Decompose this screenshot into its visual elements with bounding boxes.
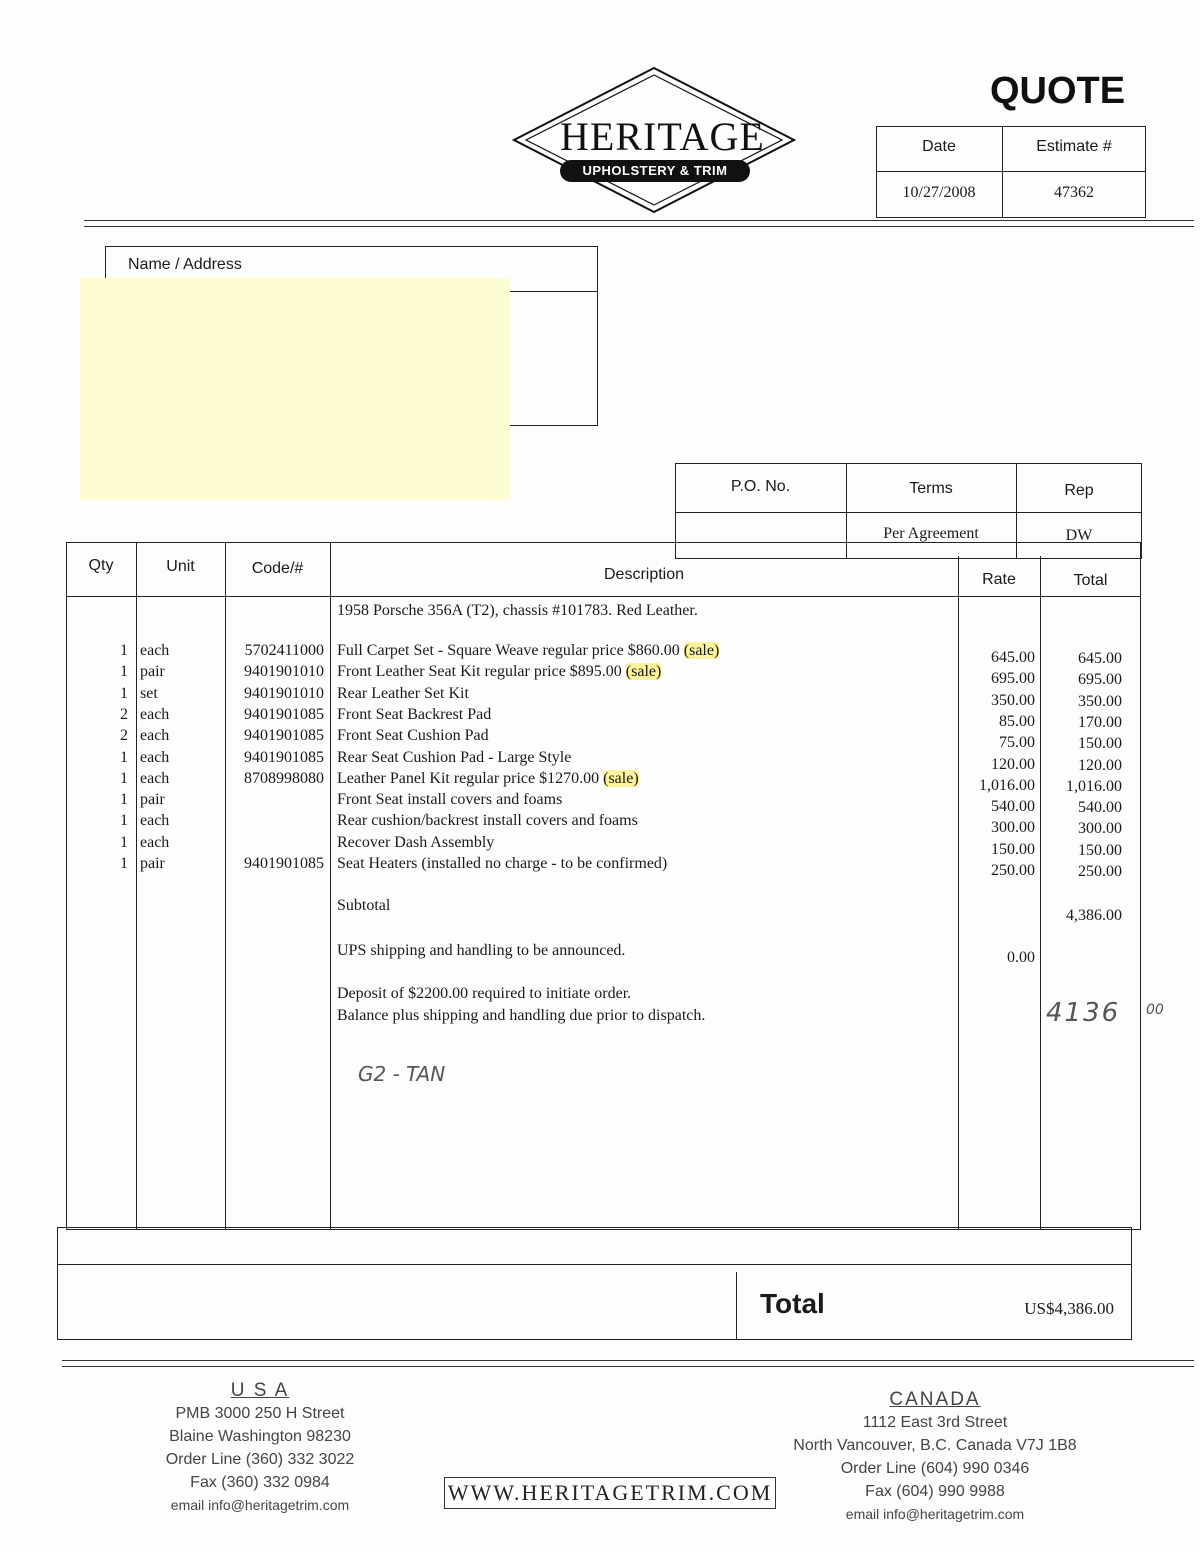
item-total: 300.00 — [1078, 820, 1122, 838]
vehicle-line: 1958 Porsche 356A (T2), chassis #101783. Red Leather. — [337, 602, 698, 619]
terms-value: Per Agreement — [883, 525, 979, 542]
item-qty: 1 — [120, 855, 128, 872]
logo-tagline: UPHOLSTERY & TRIM — [560, 160, 750, 182]
item-description — [337, 834, 952, 852]
rep-value: DW — [1065, 527, 1093, 544]
col-header-description: Description — [603, 566, 685, 583]
item-unit: each — [140, 727, 170, 745]
item-qty: 1 — [120, 833, 128, 851]
item-rate: 250.00 — [991, 862, 1035, 879]
redacted-address — [80, 278, 510, 500]
item-code: 9401901085 — [244, 705, 324, 723]
rep-label: Rep — [1064, 482, 1094, 499]
item-total: 1,016.00 — [1066, 777, 1122, 795]
item-rate: 75.00 — [999, 734, 1035, 752]
item-unit: pair — [140, 855, 165, 872]
item-rate: 120.00 — [991, 755, 1035, 773]
item-unit: each — [140, 769, 170, 787]
handwritten-cents: 00 — [1146, 1002, 1164, 1018]
item-description — [337, 706, 952, 724]
item-description-text: Seat Heaters (installed no charge - to be confirmed) — [337, 855, 668, 872]
item-description-text: Front Seat Cushion Pad — [337, 727, 489, 745]
subtotal-label: Subtotal — [337, 897, 391, 914]
subtotal-value: 4,386.00 — [1066, 907, 1122, 924]
item-total: 350.00 — [1078, 692, 1122, 710]
item-rate: 350.00 — [991, 691, 1035, 709]
item-description-text: Rear Seat Cushion Pad - Large Style — [337, 748, 572, 766]
item-rate: 1,016.00 — [979, 776, 1035, 794]
item-description — [337, 770, 952, 788]
item-code: 9401901085 — [244, 727, 324, 745]
item-unit: each — [140, 642, 170, 659]
logo-brand: HERITAGE — [560, 114, 765, 159]
item-code: 5702411000 — [244, 642, 324, 659]
footer-usa-line: email info@heritagetrim.com — [170, 1497, 350, 1513]
deposit-line-1: Deposit of $2200.00 required to initiate order. — [337, 985, 632, 1002]
item-unit: each — [140, 812, 170, 830]
sale-highlight: (sale) — [683, 642, 720, 659]
col-header-code: Code/# — [251, 560, 304, 577]
item-total: 540.00 — [1078, 799, 1122, 817]
item-unit: each — [140, 833, 170, 851]
item-description-text: Front Seat install covers and foams — [337, 791, 563, 809]
item-total: 695.00 — [1078, 671, 1122, 689]
col-header-total: Total — [1073, 572, 1108, 589]
item-description — [337, 663, 952, 681]
item-qty: 1 — [120, 769, 128, 787]
item-unit: set — [140, 684, 158, 702]
sale-highlight: (sale) — [625, 663, 662, 681]
item-description — [337, 855, 952, 873]
estimate-value: 47362 — [1054, 184, 1094, 201]
po-label: P.O. No. — [730, 478, 791, 495]
item-rate: 645.00 — [991, 649, 1035, 666]
total-value: US$4,386.00 — [1024, 1299, 1114, 1318]
col-header-rate: Rate — [982, 571, 1016, 588]
footer-canada — [770, 1388, 1100, 1526]
footer-canada-line: 1112 East 3rd Street — [862, 1414, 1008, 1431]
item-total: 250.00 — [1078, 863, 1122, 880]
footer-canada-line: North Vancouver, B.C. Canada V7J 1B8 — [793, 1437, 1077, 1454]
item-qty: 2 — [120, 705, 128, 723]
item-code: 9401901010 — [244, 663, 324, 681]
sale-highlight: (sale) — [603, 769, 639, 787]
col-header-unit: Unit — [166, 558, 195, 575]
estimate-label: Estimate # — [1036, 138, 1112, 155]
item-total: 150.00 — [1078, 735, 1122, 753]
item-qty: 1 — [120, 748, 128, 766]
footer-usa-line: Blaine Washington 98230 — [169, 1428, 351, 1445]
date-value: 10/27/2008 — [902, 184, 976, 201]
item-total: 120.00 — [1078, 756, 1122, 774]
item-rate: 150.00 — [991, 840, 1035, 858]
item-description — [337, 812, 952, 830]
item-rate: 300.00 — [991, 819, 1035, 837]
item-description — [337, 791, 952, 809]
item-qty: 1 — [120, 791, 128, 809]
item-total: 645.00 — [1078, 650, 1122, 667]
total-label: Total — [760, 1288, 825, 1319]
item-qty: 1 — [120, 663, 128, 681]
item-description-text: Full Carpet Set - Square Weave regular price $860.00 — [337, 642, 680, 659]
item-code: 9401901085 — [244, 748, 324, 766]
item-description-text: Front Seat Backrest Pad — [337, 705, 492, 723]
website-link[interactable]: WWW.HERITAGETRIM.COM — [444, 1477, 776, 1509]
item-rate: 695.00 — [991, 670, 1035, 688]
col-header-qty: Qty — [88, 557, 114, 574]
item-description-text: Front Leather Seat Kit regular price $895.00 — [337, 663, 622, 681]
item-description — [337, 642, 952, 660]
item-unit: each — [140, 748, 170, 766]
terms-label: Terms — [909, 480, 953, 497]
item-description-text: Recover Dash Assembly — [337, 833, 495, 851]
name-address-label: Name / Address — [128, 256, 242, 273]
item-description-text: Leather Panel Kit regular price $1270.00 — [337, 769, 600, 787]
date-label: Date — [922, 138, 956, 155]
shipping-text: UPS shipping and handling to be announced. — [337, 942, 626, 959]
item-unit: pair — [140, 663, 165, 681]
item-total: 170.00 — [1078, 713, 1122, 731]
item-description-text: Rear cushion/backrest install covers and foams — [337, 812, 638, 830]
item-description — [337, 727, 952, 745]
item-unit: pair — [140, 791, 165, 809]
total-box — [57, 1227, 1132, 1340]
item-rate: 85.00 — [999, 712, 1035, 730]
item-code: 9401901085 — [244, 855, 324, 872]
handwritten-note: G2 - TAN — [358, 1062, 446, 1086]
item-description — [337, 749, 952, 767]
footer-usa — [130, 1379, 390, 1517]
item-code: 9401901010 — [244, 684, 324, 702]
footer-usa-heading: U S A — [230, 1380, 290, 1401]
item-qty: 1 — [120, 684, 128, 702]
item-rate: 540.00 — [991, 798, 1035, 816]
item-qty: 1 — [120, 812, 128, 830]
handwritten-total: 4136 — [1046, 998, 1121, 1028]
shipping-rate: 0.00 — [1007, 949, 1035, 966]
footer-canada-line: Fax (604) 990 9988 — [865, 1483, 1005, 1500]
footer-canada-line: email info@heritagetrim.com — [845, 1506, 1025, 1522]
item-qty: 1 — [120, 642, 128, 659]
item-unit: each — [140, 705, 170, 723]
item-description-text: Rear Leather Set Kit — [337, 684, 469, 702]
deposit-line-2: Balance plus shipping and handling due prior to dispatch. — [337, 1007, 706, 1024]
footer-canada-line: Order Line (604) 990 0346 — [840, 1460, 1030, 1477]
item-description — [337, 685, 952, 703]
footer-usa-line: Fax (360) 332 0984 — [190, 1474, 330, 1491]
item-qty: 2 — [120, 727, 128, 745]
quote-title: QUOTE — [990, 70, 1126, 112]
footer-usa-line: PMB 3000 250 H Street — [175, 1405, 345, 1422]
footer-usa-line: Order Line (360) 332 3022 — [165, 1451, 355, 1468]
item-code: 8708998080 — [244, 769, 324, 787]
footer-canada-heading: CANADA — [889, 1389, 981, 1410]
item-total: 150.00 — [1078, 841, 1122, 859]
